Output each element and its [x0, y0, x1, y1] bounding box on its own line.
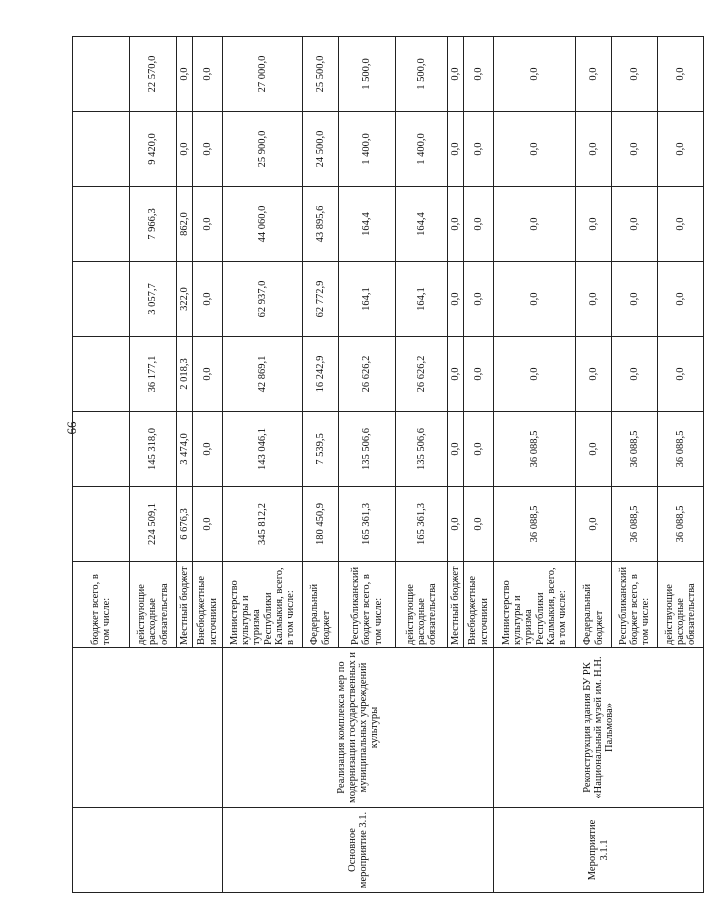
value-cell: 143 046,1 [223, 412, 303, 487]
value-cell: 0,0 [464, 262, 494, 337]
value-cell: 135 506,6 [396, 412, 448, 487]
value-cell [73, 487, 130, 562]
value-cell: 36 088,5 [612, 487, 658, 562]
value-cell: 0,0 [494, 262, 576, 337]
value-cell: 0,0 [193, 337, 223, 412]
source-cell: Внебюджетные источники [193, 562, 223, 648]
value-cell: 44 060,0 [223, 187, 303, 262]
value-cell: 6 676,3 [177, 487, 193, 562]
value-cell: 1 500,0 [339, 37, 396, 112]
value-cell: 0,0 [193, 412, 223, 487]
value-cell: 0,0 [193, 37, 223, 112]
value-cell: 62 937,0 [223, 262, 303, 337]
value-cell: 0,0 [576, 187, 612, 262]
value-cell: 36 088,5 [494, 487, 576, 562]
value-cell: 0,0 [494, 37, 576, 112]
source-cell: действующие расходные обязательства [396, 562, 448, 648]
value-cell: 145 318,0 [130, 412, 177, 487]
value-cell: 0,0 [448, 487, 464, 562]
value-cell: 165 361,3 [339, 487, 396, 562]
event-3-1-1-title: Реконструкция здания БУ РК «Национальный музей им. Н.Н. Пальмова» [494, 648, 704, 808]
value-cell: 0,0 [464, 337, 494, 412]
event-3-1-1-code: Мероприятие 3.1.1 [494, 808, 704, 893]
value-cell: 0,0 [448, 112, 464, 187]
measure-3-1-code: Основное мероприятие 3.1. [223, 808, 494, 893]
budget-table [72, 36, 704, 893]
value-cell: 0,0 [193, 112, 223, 187]
value-cell [73, 337, 130, 412]
source-cell: Министерство культуры и туризма Республики Калмыкия, всего, в том числе: [494, 562, 576, 648]
table-row [223, 37, 303, 893]
value-cell: 0,0 [658, 37, 704, 112]
value-cell: 0,0 [448, 262, 464, 337]
title-cell-continued [73, 648, 223, 808]
value-cell: 0,0 [193, 187, 223, 262]
value-cell: 0,0 [177, 37, 193, 112]
value-cell: 0,0 [177, 112, 193, 187]
value-cell: 1 500,0 [396, 37, 448, 112]
value-cell: 0,0 [612, 37, 658, 112]
value-cell: 0,0 [576, 412, 612, 487]
value-cell: 0,0 [576, 112, 612, 187]
value-cell: 862,0 [177, 187, 193, 262]
value-cell: 135 506,6 [339, 412, 396, 487]
value-cell: 7 539,5 [303, 412, 339, 487]
value-cell: 0,0 [612, 112, 658, 187]
value-cell: 0,0 [658, 337, 704, 412]
value-cell: 7 966,3 [130, 187, 177, 262]
value-cell: 36 088,5 [658, 487, 704, 562]
value-cell: 0,0 [464, 487, 494, 562]
value-cell: 0,0 [658, 112, 704, 187]
value-cell: 2 018,3 [177, 337, 193, 412]
value-cell: 0,0 [576, 37, 612, 112]
value-cell: 0,0 [576, 487, 612, 562]
value-cell: 0,0 [464, 112, 494, 187]
value-cell: 22 570,0 [130, 37, 177, 112]
source-cell: действующие расходные обязательства [130, 562, 177, 648]
value-cell: 0,0 [448, 37, 464, 112]
source-cell: Республиканский бюджет всего, в том числе: [339, 562, 396, 648]
value-cell [73, 112, 130, 187]
value-cell: 0,0 [494, 337, 576, 412]
value-cell: 0,0 [193, 487, 223, 562]
value-cell: 42 869,1 [223, 337, 303, 412]
value-cell: 36 177,1 [130, 337, 177, 412]
value-cell: 0,0 [448, 337, 464, 412]
table-row [494, 37, 576, 893]
value-cell: 0,0 [448, 412, 464, 487]
value-cell: 26 626,2 [396, 337, 448, 412]
source-cell: Местный бюджет [177, 562, 193, 648]
source-cell: Местный бюджет [448, 562, 464, 648]
value-cell: 0,0 [464, 187, 494, 262]
value-cell: 0,0 [448, 187, 464, 262]
value-cell: 0,0 [494, 187, 576, 262]
value-cell: 36 088,5 [494, 412, 576, 487]
value-cell: 0,0 [464, 412, 494, 487]
value-cell: 224 509,1 [130, 487, 177, 562]
page-number: 66 [64, 421, 79, 435]
value-cell: 164,1 [396, 262, 448, 337]
value-cell: 9 420,0 [130, 112, 177, 187]
value-cell: 0,0 [464, 37, 494, 112]
value-cell: 0,0 [658, 262, 704, 337]
value-cell: 0,0 [612, 187, 658, 262]
value-cell: 0,0 [494, 112, 576, 187]
value-cell [73, 37, 130, 112]
value-cell: 3 057,7 [130, 262, 177, 337]
value-cell: 164,4 [396, 187, 448, 262]
source-cell: Федеральный бюджет [576, 562, 612, 648]
value-cell: 164,4 [339, 187, 396, 262]
value-cell: 16 242,9 [303, 337, 339, 412]
value-cell: 0,0 [658, 187, 704, 262]
value-cell: 3 474,0 [177, 412, 193, 487]
value-cell: 322,0 [177, 262, 193, 337]
value-cell: 0,0 [612, 262, 658, 337]
value-cell: 180 450,9 [303, 487, 339, 562]
value-cell: 164,1 [339, 262, 396, 337]
value-cell [73, 412, 130, 487]
source-cell: действующие расходные обязательства [658, 562, 704, 648]
value-cell: 0,0 [193, 262, 223, 337]
value-cell: 43 895,6 [303, 187, 339, 262]
value-cell: 26 626,2 [339, 337, 396, 412]
value-cell: 0,0 [576, 262, 612, 337]
value-cell: 1 400,0 [339, 112, 396, 187]
table-row [73, 37, 130, 893]
value-cell [73, 262, 130, 337]
source-cell: Федеральный бюджет [303, 562, 339, 648]
value-cell: 36 088,5 [612, 412, 658, 487]
measure-3-1-title: Реализация комплекса мер по модернизации государственных и муниципальных учреждений культуры [223, 648, 494, 808]
value-cell: 345 812,2 [223, 487, 303, 562]
table-body [73, 37, 704, 893]
source-cell: Республиканский бюджет всего, в том числе: [612, 562, 658, 648]
value-cell: 62 772,9 [303, 262, 339, 337]
code-cell-continued [73, 808, 223, 893]
value-cell [73, 187, 130, 262]
value-cell: 36 088,5 [658, 412, 704, 487]
value-cell: 0,0 [612, 337, 658, 412]
rotated-table-container [72, 37, 698, 893]
value-cell: 0,0 [576, 337, 612, 412]
value-cell: 27 000,0 [223, 37, 303, 112]
source-cell: бюджет всего, в том числе: [73, 562, 130, 648]
source-cell: Внебюджетные источники [464, 562, 494, 648]
value-cell: 25 500,0 [303, 37, 339, 112]
value-cell: 1 400,0 [396, 112, 448, 187]
value-cell: 25 900,0 [223, 112, 303, 187]
source-cell: Министерство культуры и туризма Республики Калмыкия, всего, в том числе: [223, 562, 303, 648]
value-cell: 24 500,0 [303, 112, 339, 187]
value-cell: 165 361,3 [396, 487, 448, 562]
